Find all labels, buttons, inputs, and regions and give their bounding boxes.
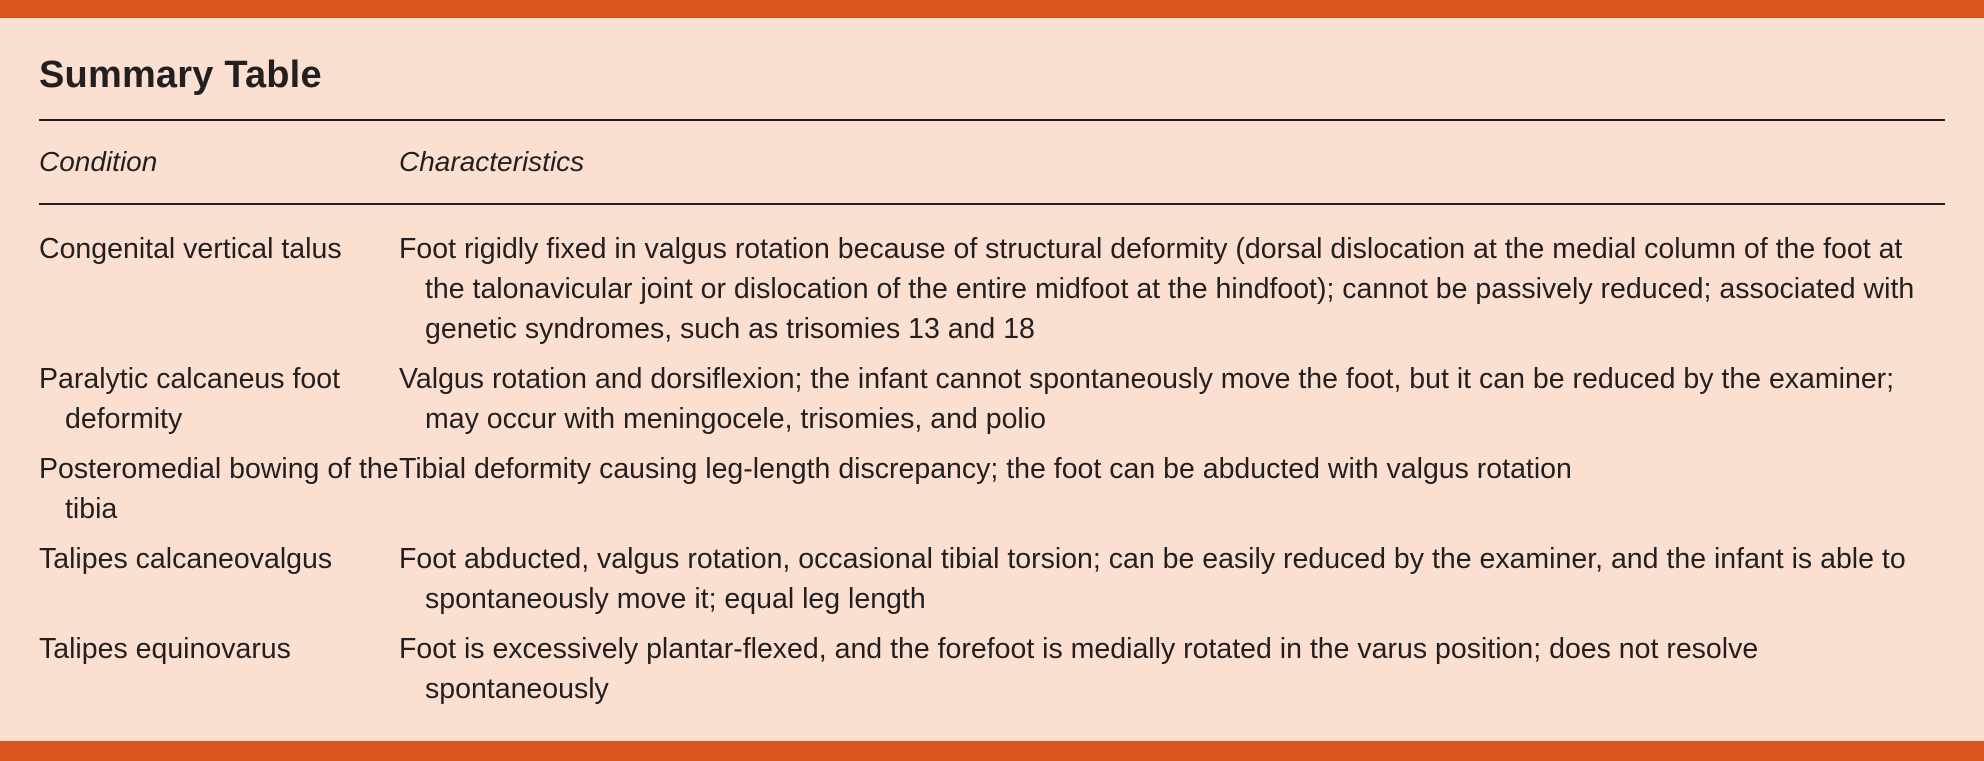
characteristics-cell: Valgus rotation and dorsiflexion; the infant cannot spontaneously move the foot, but it can be reduced by the examiner; may occur with meningocele, trisomies, and polio <box>399 363 1895 435</box>
table-header-row <box>39 121 1945 203</box>
characteristics-cell: Foot rigidly fixed in valgus rotation because of structural deformity (dorsal dislocation at the medial column of the foot at the talonavicular joint or dislocation of the entire midfoot at the hindfoot); cannot be passively reduced; associated with genetic syndromes, such as trisomies 13 and 18 <box>399 233 1915 345</box>
table-row <box>39 229 1945 349</box>
table-title: Summary Table <box>39 54 322 96</box>
table-row <box>39 449 1945 529</box>
table-body <box>39 205 1945 709</box>
table-row <box>39 539 1945 619</box>
column-header-characteristics: Characteristics <box>399 146 585 177</box>
condition-cell: Talipes equinovarus <box>39 633 291 665</box>
condition-cell: Talipes calcaneovalgus <box>39 543 333 575</box>
column-header-condition: Condition <box>39 146 158 177</box>
characteristics-cell: Tibial deformity causing leg-length discrepancy; the foot can be abducted with valgus rotation <box>399 453 1572 485</box>
characteristics-cell: Foot abducted, valgus rotation, occasional tibial torsion; can be easily reduced by the examiner, and the infant is able to spontaneously move it; equal leg length <box>399 543 1906 615</box>
summary-table <box>39 18 1945 719</box>
condition-cell: Posteromedial bowing of the tibia <box>39 453 399 525</box>
characteristics-cell: Foot is excessively plantar-flexed, and the forefoot is medially rotated in the varus position; does not resolve spontaneously <box>399 633 1759 705</box>
condition-cell: Paralytic calcaneus foot deformity <box>39 363 340 435</box>
top-accent-bar <box>0 0 1984 18</box>
table-row <box>39 629 1945 709</box>
table-row <box>39 359 1945 439</box>
bottom-accent-bar <box>0 741 1984 761</box>
condition-cell: Congenital vertical talus <box>39 233 342 265</box>
